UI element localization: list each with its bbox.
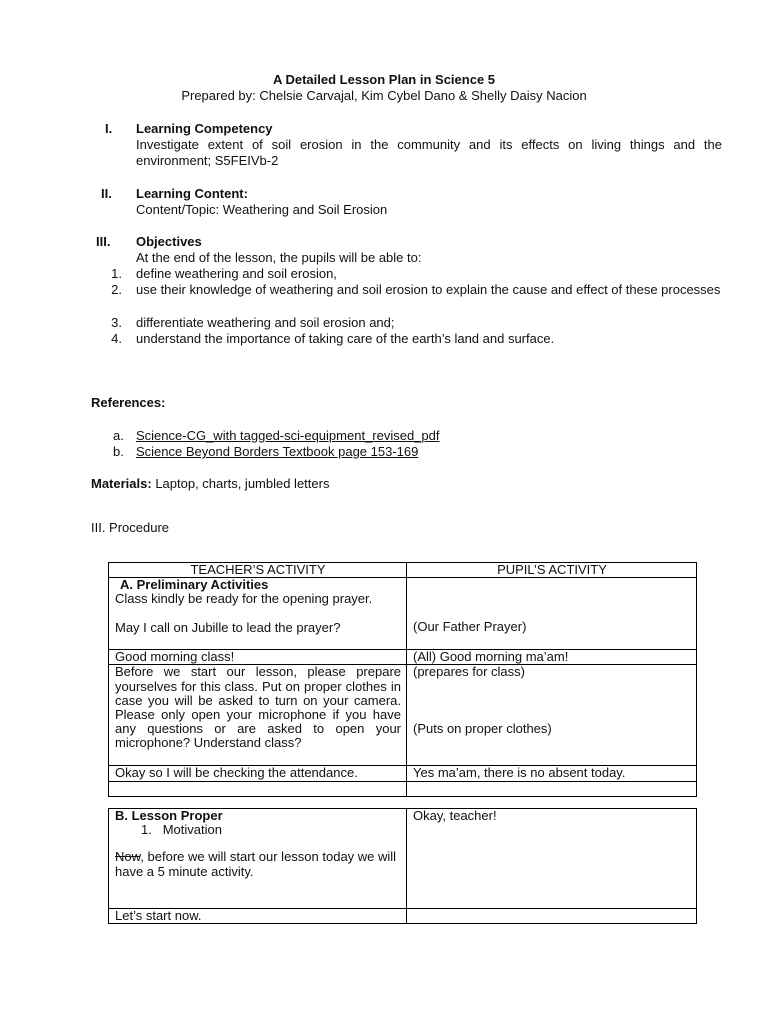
table-row [109, 781, 697, 796]
teacher-cell [109, 665, 407, 766]
list-item: differentiate weathering and soil erosion and; [136, 315, 395, 330]
list-letter: a. [113, 428, 124, 443]
section-numeral: III. [96, 234, 111, 249]
prepared-by: Prepared by: Chelsie Carvajal, Kim Cybel Dano & Shelly Daisy Nacion [181, 88, 587, 103]
motivation-line [115, 823, 401, 837]
list-item: use their knowledge of weathering and soil erosion to explain the cause and effect of these processes [136, 282, 721, 297]
section-heading: Objectives [136, 234, 202, 249]
reference-link[interactable]: Science Beyond Borders Textbook page 153-169 [136, 444, 419, 459]
table-header-cell: PUPIL’S ACTIVITY [407, 563, 697, 578]
table-row [109, 766, 697, 781]
materials-line [91, 476, 329, 492]
teacher-text: May I call on Jubille to lead the prayer? [115, 619, 341, 635]
table-header-row [109, 563, 697, 578]
pupil-text: (prepares for class) [413, 664, 525, 680]
section-title: A. Preliminary Activities [120, 577, 269, 593]
materials-text: Laptop, charts, jumbled letters [151, 476, 330, 491]
teacher-text: Class kindly be ready for the opening prayer. [115, 591, 373, 607]
pupil-cell [407, 781, 697, 796]
section-text: Investigate extent of soil erosion in the community and its effects on living things and the environment; S5FEIVb-2 [136, 137, 722, 168]
pupil-cell: (All) Good morning ma’am! [407, 650, 697, 665]
procedure-table-lesson-proper [108, 808, 697, 924]
teacher-cell [109, 809, 407, 909]
pupil-cell: Yes ma’am, there is no absent today. [407, 766, 697, 781]
section-title: B. Lesson Proper [115, 808, 223, 823]
section-heading: Learning Content: [136, 186, 248, 201]
pupil-text: (Our Father Prayer) [413, 619, 527, 635]
teacher-cell: Good morning class! [109, 650, 407, 665]
materials-label: Materials: [91, 476, 152, 491]
list-number: 4. [111, 331, 122, 346]
list-number: 3. [111, 315, 122, 330]
list-item: define weathering and soil erosion, [136, 266, 337, 281]
list-item: understand the importance of taking care of the earth’s land and surface. [136, 331, 555, 346]
table-row [109, 665, 697, 766]
pupil-cell: Okay, teacher! [407, 809, 697, 909]
document-title: A Detailed Lesson Plan in Science 5 [272, 72, 496, 87]
procedure-heading: III. Procedure [91, 520, 170, 535]
pupil-text: (Puts on proper clothes) [413, 720, 552, 736]
table-header-cell: TEACHER’S ACTIVITY [109, 563, 407, 578]
teacher-cell [109, 578, 407, 650]
now-word: Now [115, 849, 141, 865]
teacher-text [115, 850, 401, 878]
section-heading: Learning Competency [136, 121, 273, 136]
section-text: Content/Topic: Weathering and Soil Erosion [136, 202, 388, 217]
references-heading: References: [91, 395, 166, 410]
pupil-cell [407, 665, 697, 766]
procedure-table-preliminary [108, 562, 697, 797]
table-row [109, 909, 697, 924]
reference-link[interactable]: Science-CG_with tagged-sci-equipment_revised_pdf [136, 428, 440, 443]
list-number: 1. [141, 822, 152, 838]
list-number: 1. [111, 266, 122, 281]
table-row [109, 650, 697, 665]
motivation-label: Motivation [162, 822, 222, 838]
teacher-cell [109, 781, 407, 796]
teacher-cell: Okay so I will be checking the attendance. [109, 766, 407, 781]
section-text: At the end of the lesson, the pupils will be able to: [136, 250, 422, 265]
section-numeral: II. [101, 186, 112, 201]
list-letter: b. [113, 444, 124, 459]
teacher-text-rest: , before we will start our lesson today we will have a 5 minute activity. [115, 849, 397, 879]
table-row [109, 578, 697, 650]
pupil-cell [407, 578, 697, 650]
teacher-cell: Let’s start now. [109, 909, 407, 924]
table-row [109, 809, 697, 909]
list-number: 2. [111, 282, 122, 297]
pupil-cell [407, 909, 697, 924]
teacher-text: Before we start our lesson, please prepare yourselves for this class. Put on proper clothes in case you will be asked to turn on your camera. Please only open your microphone if you have any questions or are asked to open your microphone? Understand class? [115, 664, 401, 751]
section-numeral: I. [105, 121, 113, 136]
